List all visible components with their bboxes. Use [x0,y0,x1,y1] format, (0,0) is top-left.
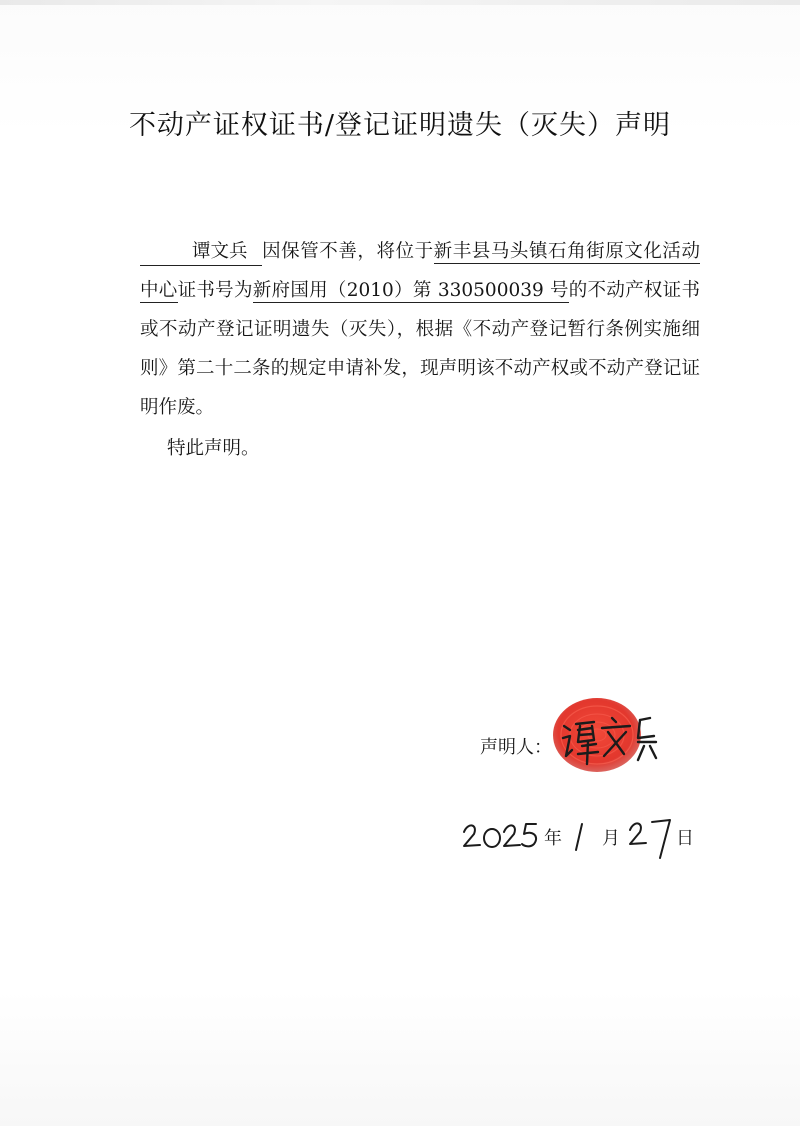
day-unit: 日 [676,828,694,849]
handwritten-signature [560,712,658,768]
clause-regulation: 的不动产权证书或不动产登记证明遗失（灭失），根据《不动产登记暂行条例实施细则》第二十二条的规定申请补发，现声明该不动产权或不动产登记证明作废。 [140,280,700,418]
declaration-date [460,812,700,862]
statement-body [140,232,700,468]
property-location: 新丰县马头镇石角街原文化活动中心 [140,241,700,301]
declarant-name-field: 谭文兵 [140,239,262,266]
statement-paragraph [140,232,700,427]
month-unit: 月 [602,828,620,849]
year-unit: 年 [544,828,562,849]
scan-edge [0,0,800,5]
declarant-label: 声明人： [480,737,552,758]
document-title: 不动产证权证书/登记证明遗失（灭失）声明 [128,110,672,141]
handwritten-month [568,818,590,854]
clause-certificate: 证书号为 [177,280,253,301]
handwritten-year [460,812,542,854]
certificate-number: 新府国用（2010）第 330500039 号 [252,280,569,301]
closing-line: 特此声明。 [167,438,260,459]
handwritten-day [626,812,676,860]
clause-loss-reason: 因保管不善，将位于 [261,241,434,262]
